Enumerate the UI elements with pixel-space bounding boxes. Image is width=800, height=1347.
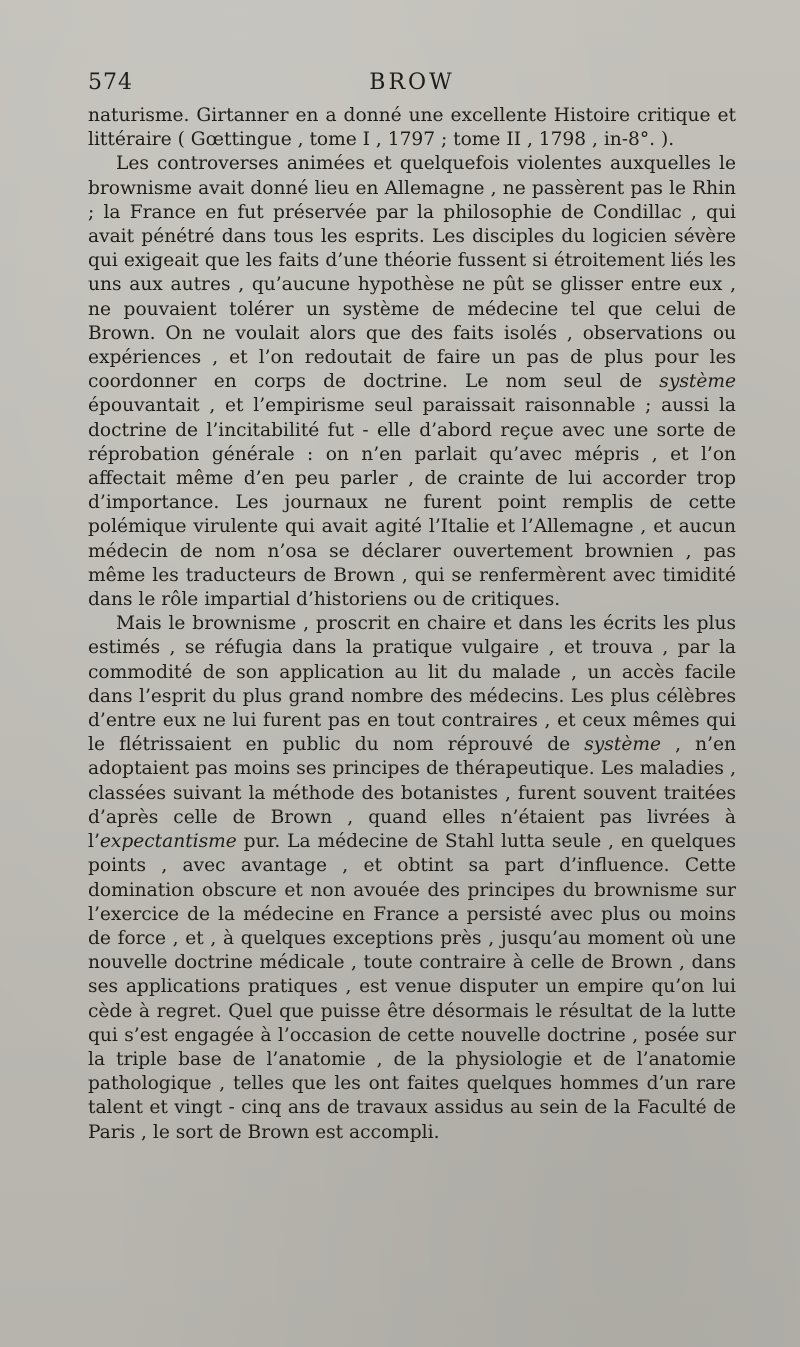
- page-number: 574: [88, 70, 133, 95]
- italic-term: expectantisme: [99, 831, 237, 853]
- text-segment: Mais le brownisme , proscrit en chaire et dans les écrits les plus estimés , se réfugia dans la pratique vulgaire , et trouva , par la commodité de son application au lit du malade , un accès facile dans l’esprit du plus grand nombre des médecins. Les plus célèbres d’entre eux ne lui furent pas en tout contraires , et ceux mêmes qui le flétrissaient en public du nom réprouvé de: [88, 613, 736, 756]
- text-segment: pur. La médecine de Stahl lutta seule , en quelques points , avec avantage , et obtint sa part d’influence. Cette domination obscure et non avouée des principes du brownisme sur l’exercice de la médecine en France a persisté avec plus ou moins de force , et , à quelques exceptions près , jusqu’au moment où une nouvelle doctrine médicale , toute contraire à celle de Brown , dans ses applications pratiques , est venue disputer un empire qu’on lui cède à regret. Quel que puisse être désormais le résultat de la lutte qui s’est engagée à l’occasion de cette nouvelle doctrine , posée sur la triple base de l’anatomie , de la physiologie et de l’anatomie pathologique , telles que les ont faites quelques hommes d’un rare talent et vingt - cinq ans de travaux assidus au sein de la Faculté de Paris , le sort de Brown est accompli.: [88, 831, 736, 1143]
- running-title: BROW: [369, 70, 455, 95]
- paragraph-controverses: [88, 152, 736, 612]
- text-segment: épouvantait , et l’empirisme seul paraissait raisonnable ; aussi la doctrine de l’incitabilité fut - elle d’abord reçue avec une sorte de réprobation générale : on n’en parlait qu’avec mépris , et l’on affectait même d’en peu parler , de crainte de lui accorder trop d’importance. Les journaux ne furent point remplis de cette polémique virulente qui avait agité l’Italie et l’Allemagne , et aucun médecin de nom n’osa se déclarer ouvertement brownien , pas même les traducteurs de Brown , qui se renfermèrent avec timidité dans le rôle impartial d’historiens ou de critiques.: [88, 395, 736, 611]
- italic-term: système: [584, 734, 661, 756]
- page-content: [88, 70, 736, 1145]
- paragraph-continuation: [88, 104, 736, 152]
- paragraph-brownisme: [88, 612, 736, 1144]
- text-segment: , n’en adoptaient pas moins ses principes de thérapeutique. Les maladies , classées suivant la méthode des botanistes , furent souvent traitées d’après celle de Brown , quand elles n’étaient pas livrées à l’: [88, 734, 736, 853]
- italic-term: système: [659, 371, 736, 393]
- running-head: [88, 70, 736, 104]
- text-segment: naturisme. Girtanner en a donné une excellente Histoire critique et littéraire ( Gœttingue , tome I , 1797 ; tome II , 1798 , in-8°. ).: [88, 105, 736, 151]
- text-segment: Les controverses animées et quelquefois violentes auxquelles le brownisme avait donné lieu en Allemagne , ne passèrent pas le Rhin ; la France en fut préservée par la philosophie de Condillac , qui avait pénétré dans tous les esprits. Les disciples du logicien sévère qui exigeait que les faits d’une théorie fussent si étroitement liés les uns aux autres , qu’aucune hypothèse ne pût se glisser entre eux , ne pouvaient tolérer un système de médecine tel que celui de Brown. On ne voulait alors que des faits isolés , observations ou expériences , et l’on redoutait de faire un pas de plus pour les coordonner en corps de doctrine. Le nom seul de: [88, 153, 736, 393]
